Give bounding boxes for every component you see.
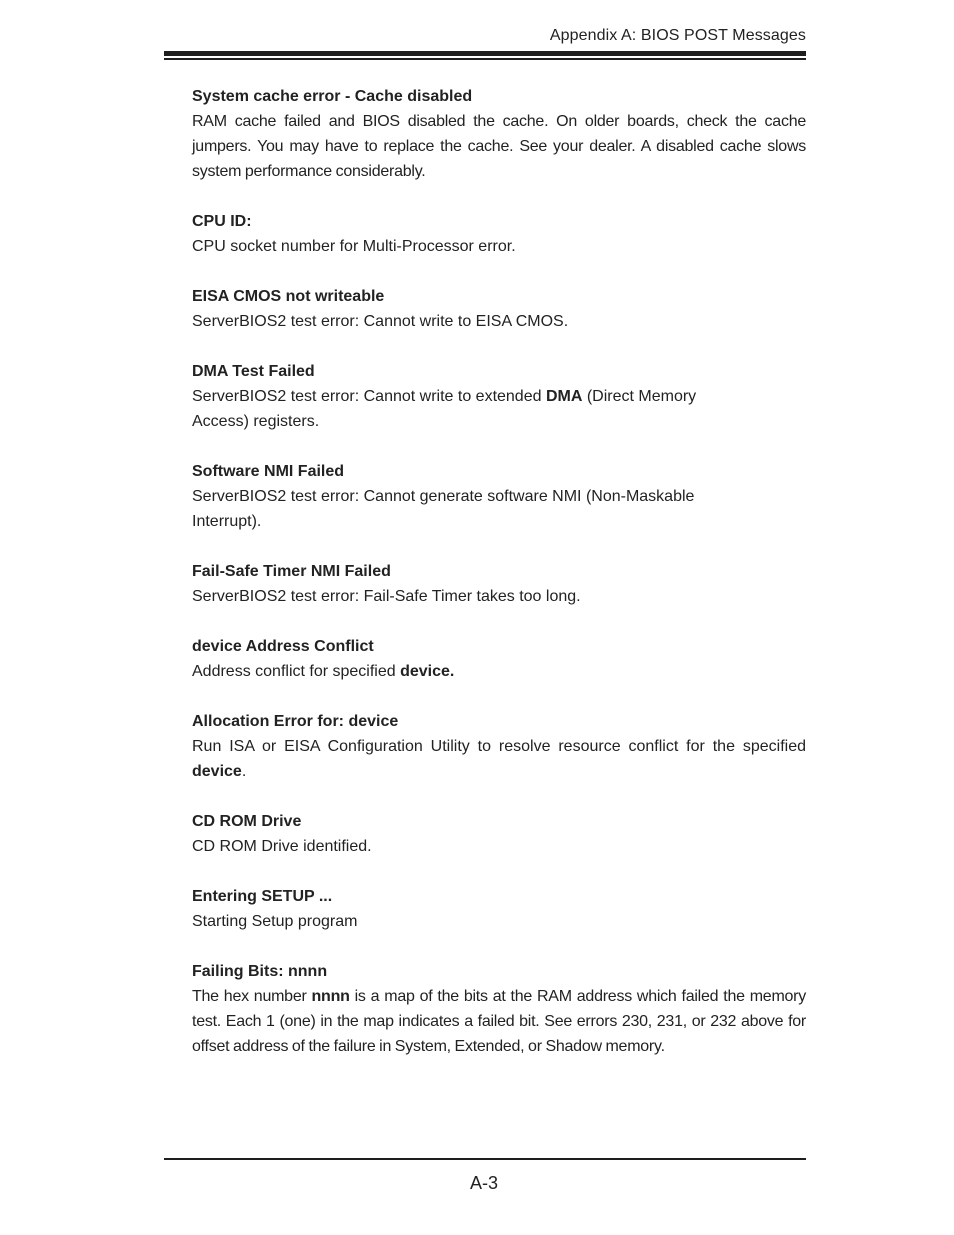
entry-title: device Address Conflict bbox=[192, 638, 374, 655]
entry-title: Software NMI Failed bbox=[192, 463, 345, 480]
message-list bbox=[192, 84, 806, 1084]
entry-description bbox=[192, 734, 806, 784]
entry-text: Run ISA or EISA Configuration Utility to resolve resource conflict for the specified bbox=[192, 738, 806, 755]
entry-text: Address conflict for specified bbox=[192, 663, 401, 680]
entry-title: Entering SETUP ... bbox=[192, 888, 333, 905]
entry-description bbox=[192, 984, 806, 1059]
entry-description: CD ROM Drive identified. bbox=[192, 838, 372, 855]
entry-emphasis: DMA bbox=[545, 388, 583, 405]
footer-rule bbox=[164, 1158, 806, 1160]
entry-title: CPU ID: bbox=[192, 213, 252, 230]
entry-text: ServerBIOS2 test error: Cannot write to extended bbox=[192, 388, 546, 405]
entry-description: RAM cache failed and BIOS disabled the cache. On older boards, check the cache jumpers. You may have to replace the cache. See your dealer. A disabled cache slows system performance considerably. bbox=[192, 113, 806, 180]
entry-title: EISA CMOS not writeable bbox=[192, 288, 385, 305]
entry-emphasis: device bbox=[192, 763, 242, 780]
entry-title: System cache error - Cache disabled bbox=[192, 88, 473, 105]
page-number: A-3 bbox=[470, 1173, 499, 1193]
page-footer bbox=[164, 1158, 806, 1193]
message-entry-eisa-cmos bbox=[192, 284, 806, 334]
page-header bbox=[164, 26, 806, 46]
message-entry-dma-test bbox=[192, 359, 806, 434]
message-entry-failsafe-timer bbox=[192, 559, 806, 609]
entry-text: The hex number bbox=[192, 988, 312, 1005]
entry-title: Fail-Safe Timer NMI Failed bbox=[192, 563, 391, 580]
header-rule-thin bbox=[164, 58, 806, 60]
header-title: Appendix A: BIOS POST Messages bbox=[549, 27, 806, 44]
entry-text: is a map of the bits at the RAM address which failed the memory test. Each 1 (one) in the map indicates a failed bit. See errors 230, 231, or 232 above for offset address of the failure in System, Extended, or Shadow memory. bbox=[192, 988, 806, 1055]
entry-emphasis: device. bbox=[400, 663, 455, 680]
message-entry-address-conflict bbox=[192, 634, 806, 684]
message-entry-software-nmi bbox=[192, 459, 806, 534]
entry-description: CPU socket number for Multi-Processor error. bbox=[192, 238, 516, 255]
entry-title: DMA Test Failed bbox=[192, 363, 315, 380]
message-entry-entering-setup bbox=[192, 884, 806, 934]
entry-description: ServerBIOS2 test error: Fail-Safe Timer takes too long. bbox=[192, 588, 581, 605]
entry-description bbox=[192, 659, 806, 684]
entry-emphasis: nnnn bbox=[311, 988, 350, 1005]
header-rule-thick bbox=[164, 51, 806, 56]
message-entry-cache-error bbox=[192, 84, 806, 184]
message-entry-cpu-id bbox=[192, 209, 806, 259]
entry-description: Starting Setup program bbox=[192, 913, 358, 930]
entry-description: ServerBIOS2 test error: Cannot write to EISA CMOS. bbox=[192, 313, 569, 330]
entry-text: . bbox=[241, 763, 247, 780]
entry-title: Allocation Error for: device bbox=[192, 713, 399, 730]
entry-title: Failing Bits: nnnn bbox=[192, 963, 328, 980]
entry-description: ServerBIOS2 test error: Cannot generate software NMI (Non-Maskable Interrupt). bbox=[192, 488, 695, 530]
entry-text: (Direct Memory Access) registers. bbox=[192, 388, 697, 430]
message-entry-cdrom-drive bbox=[192, 809, 806, 859]
entry-description bbox=[192, 384, 722, 434]
message-entry-failing-bits bbox=[192, 959, 806, 1059]
entry-title: CD ROM Drive bbox=[192, 813, 302, 830]
message-entry-allocation-error bbox=[192, 709, 806, 784]
